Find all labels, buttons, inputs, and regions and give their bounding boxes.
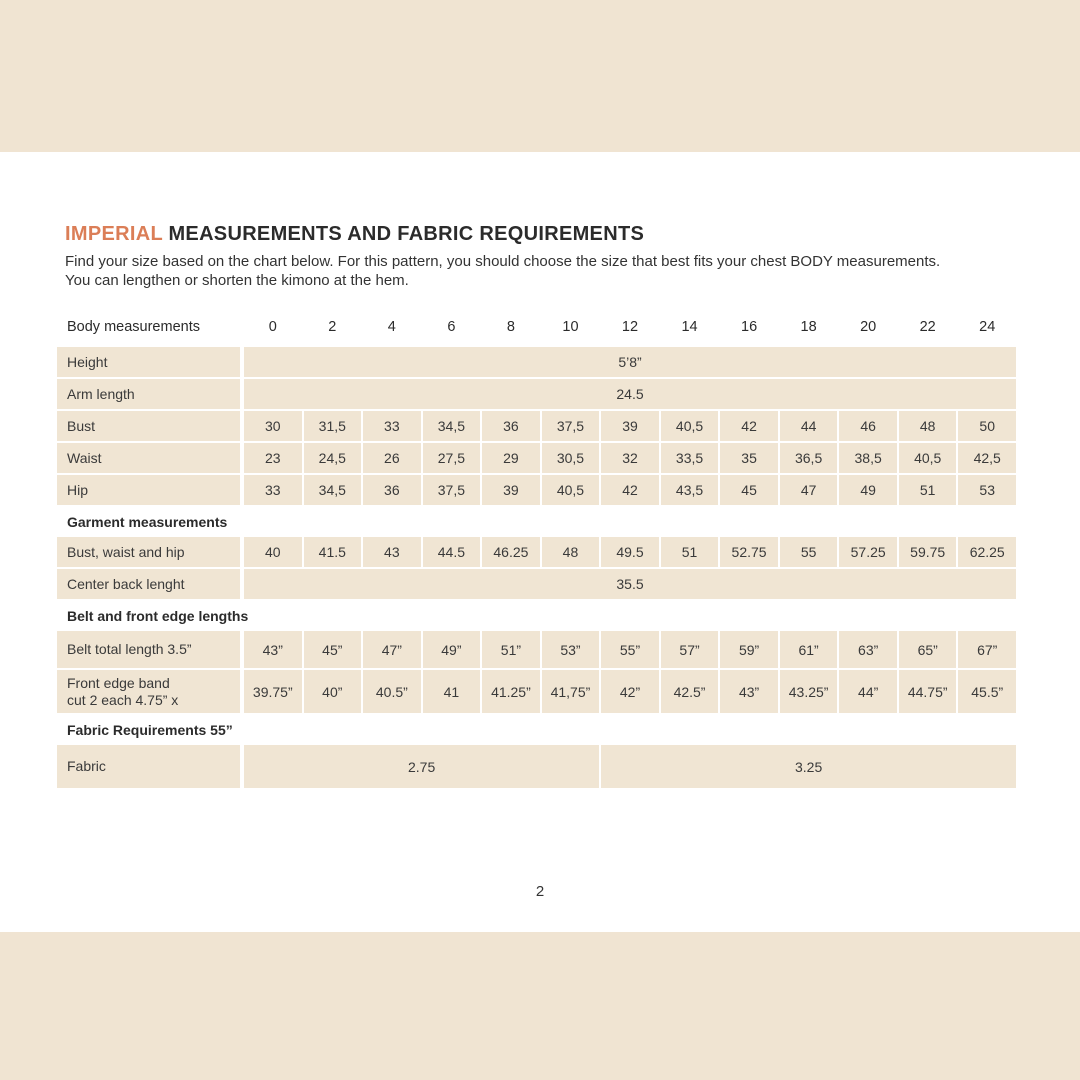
table-header-label: Body measurements	[67, 318, 200, 335]
cell-value: 47	[780, 475, 838, 505]
section-header: Garment measurements	[67, 514, 228, 530]
cell-value: 62.25	[958, 537, 1016, 567]
table-row	[57, 443, 1016, 473]
cell-value: 39.75”	[244, 670, 302, 713]
cell-value: 33	[363, 411, 421, 441]
row-span-value: 35.5	[244, 569, 1016, 599]
cell-value: 43”	[720, 670, 778, 713]
cell-value: 40,5	[542, 475, 600, 505]
row-label-line1: Bust	[67, 417, 96, 434]
size-column-header: 18	[800, 319, 817, 335]
cell-value: 24,5	[304, 443, 362, 473]
table-row	[57, 631, 1016, 668]
cell-value: 34,5	[304, 475, 362, 505]
intro-paragraph	[65, 253, 1016, 290]
cell-value: 44.5	[423, 537, 481, 567]
row-label-line1: Fabric	[67, 758, 106, 775]
cell-value: 35	[720, 443, 778, 473]
cell-value: 46	[839, 411, 897, 441]
table-row	[57, 379, 1016, 409]
cell-value: 34,5	[423, 411, 481, 441]
size-column-header: 4	[387, 319, 396, 335]
cell-value: 39	[482, 475, 540, 505]
cell-value: 36	[482, 411, 540, 441]
split-value: 3.25	[601, 745, 1016, 788]
row-span-value: 5’8”	[244, 347, 1016, 377]
row-label	[57, 670, 240, 713]
cell-value: 51	[899, 475, 957, 505]
cell-value: 40,5	[899, 443, 957, 473]
size-column-header: 0	[268, 319, 277, 335]
size-column-header: 22	[919, 319, 936, 335]
size-column-header: 2	[328, 319, 337, 335]
cell-value: 51	[661, 537, 719, 567]
row-label	[57, 411, 240, 441]
cell-value: 30	[244, 411, 302, 441]
cell-value: 45”	[304, 631, 362, 668]
section-header: Fabric Requirements 55”	[67, 722, 233, 738]
section-header: Belt and front edge lengths	[67, 608, 249, 624]
cell-value: 30,5	[542, 443, 600, 473]
cell-value: 57”	[661, 631, 719, 668]
cell-value: 49	[839, 475, 897, 505]
cell-value: 43”	[244, 631, 302, 668]
cell-value: 33,5	[661, 443, 719, 473]
row-label	[57, 379, 240, 409]
cell-value: 40,5	[661, 411, 719, 441]
size-column-header: 10	[562, 319, 579, 335]
cell-value: 46.25	[482, 537, 540, 567]
cell-value: 42	[601, 475, 659, 505]
cell-value: 59”	[720, 631, 778, 668]
split-value: 2.75	[244, 745, 599, 788]
cell-value: 41.5	[304, 537, 362, 567]
cell-value: 44”	[839, 670, 897, 713]
cell-value: 44	[780, 411, 838, 441]
cell-value: 45.5”	[958, 670, 1016, 713]
cell-value: 29	[482, 443, 540, 473]
table-header-row	[57, 315, 1016, 339]
cell-value: 42”	[601, 670, 659, 713]
cell-value: 65”	[899, 631, 957, 668]
cell-value: 40	[244, 537, 302, 567]
cell-value: 32	[601, 443, 659, 473]
row-label-line1: Hip	[67, 481, 89, 498]
table-row	[57, 745, 1016, 788]
intro-line-1: Find your size based on the chart below. For this pattern, you should choose the size that best fits your chest BODY measurements.	[65, 253, 941, 270]
row-label-line1: Center back lenght	[67, 575, 185, 592]
cell-value: 41.25”	[482, 670, 540, 713]
cell-value: 63”	[839, 631, 897, 668]
cell-value: 36,5	[780, 443, 838, 473]
cell-value: 23	[244, 443, 302, 473]
cell-value: 42,5	[958, 443, 1016, 473]
intro-line-2: You can lengthen or shorten the kimono at the hem.	[65, 271, 409, 289]
table-row	[57, 670, 1016, 713]
cell-value: 43.25”	[780, 670, 838, 713]
row-label-line2: cut 2 each 4.75” x	[67, 691, 179, 708]
page-title	[65, 223, 1016, 246]
cell-value: 49.5	[601, 537, 659, 567]
row-label	[57, 745, 240, 788]
cell-value: 39	[601, 411, 659, 441]
cell-value: 52.75	[720, 537, 778, 567]
cell-value: 26	[363, 443, 421, 473]
row-label	[57, 443, 240, 473]
size-column-header: 14	[681, 319, 698, 335]
size-column-header: 16	[741, 319, 758, 335]
table-row	[57, 537, 1016, 567]
cell-value: 37,5	[542, 411, 600, 441]
row-label	[57, 475, 240, 505]
cell-value: 41,75”	[542, 670, 600, 713]
cell-value: 27,5	[423, 443, 481, 473]
cell-value: 67”	[958, 631, 1016, 668]
page-title-highlight: IMPERIAL	[65, 223, 163, 245]
cell-value: 59.75	[899, 537, 957, 567]
size-column-header: 8	[506, 319, 515, 335]
page-number: 2	[535, 883, 545, 900]
cell-value: 44.75”	[899, 670, 957, 713]
row-label	[57, 631, 240, 668]
row-label-line1: Front edge band	[67, 675, 170, 691]
row-label-line1: Bust, waist and hip	[67, 543, 185, 560]
table-row	[57, 569, 1016, 599]
top-decorative-band	[0, 0, 1080, 152]
page-title-rest: MEASUREMENTS AND FABRIC REQUIREMENTS	[162, 223, 645, 245]
cell-value: 43,5	[661, 475, 719, 505]
cell-value: 48	[899, 411, 957, 441]
size-column-header: 6	[447, 319, 456, 335]
measurement-table	[57, 315, 1016, 788]
page-content	[57, 152, 1016, 790]
cell-value: 37,5	[423, 475, 481, 505]
cell-value: 43	[363, 537, 421, 567]
row-label	[57, 569, 240, 599]
cell-value: 51”	[482, 631, 540, 668]
size-column-header: 20	[860, 319, 877, 335]
row-label-line1: Waist	[67, 449, 102, 466]
cell-value: 48	[542, 537, 600, 567]
bottom-decorative-band	[0, 932, 1080, 1080]
row-label	[57, 537, 240, 567]
cell-value: 41	[423, 670, 481, 713]
table-row	[57, 347, 1016, 377]
cell-value: 49”	[423, 631, 481, 668]
cell-value: 31,5	[304, 411, 362, 441]
cell-value: 61”	[780, 631, 838, 668]
row-label-line1: Height	[67, 353, 108, 370]
cell-value: 38,5	[839, 443, 897, 473]
cell-value: 42	[720, 411, 778, 441]
cell-value: 40”	[304, 670, 362, 713]
cell-value: 53”	[542, 631, 600, 668]
table-row	[57, 411, 1016, 441]
cell-value: 57.25	[839, 537, 897, 567]
cell-value: 36	[363, 475, 421, 505]
size-column-header: 12	[621, 319, 639, 335]
size-column-header: 24	[979, 319, 996, 335]
cell-value: 47”	[363, 631, 421, 668]
cell-value: 55	[780, 537, 838, 567]
cell-value: 42.5”	[661, 670, 719, 713]
cell-value: 50	[958, 411, 1016, 441]
cell-value: 53	[958, 475, 1016, 505]
table-row	[57, 475, 1016, 505]
cell-value: 45	[720, 475, 778, 505]
row-label	[57, 347, 240, 377]
cell-value: 55”	[601, 631, 659, 668]
cell-value: 33	[244, 475, 302, 505]
row-span-value: 24.5	[244, 379, 1016, 409]
row-label-line1: Belt total length 3.5”	[67, 641, 192, 658]
cell-value: 40.5”	[363, 670, 421, 713]
row-label-line1: Arm length	[67, 385, 135, 402]
